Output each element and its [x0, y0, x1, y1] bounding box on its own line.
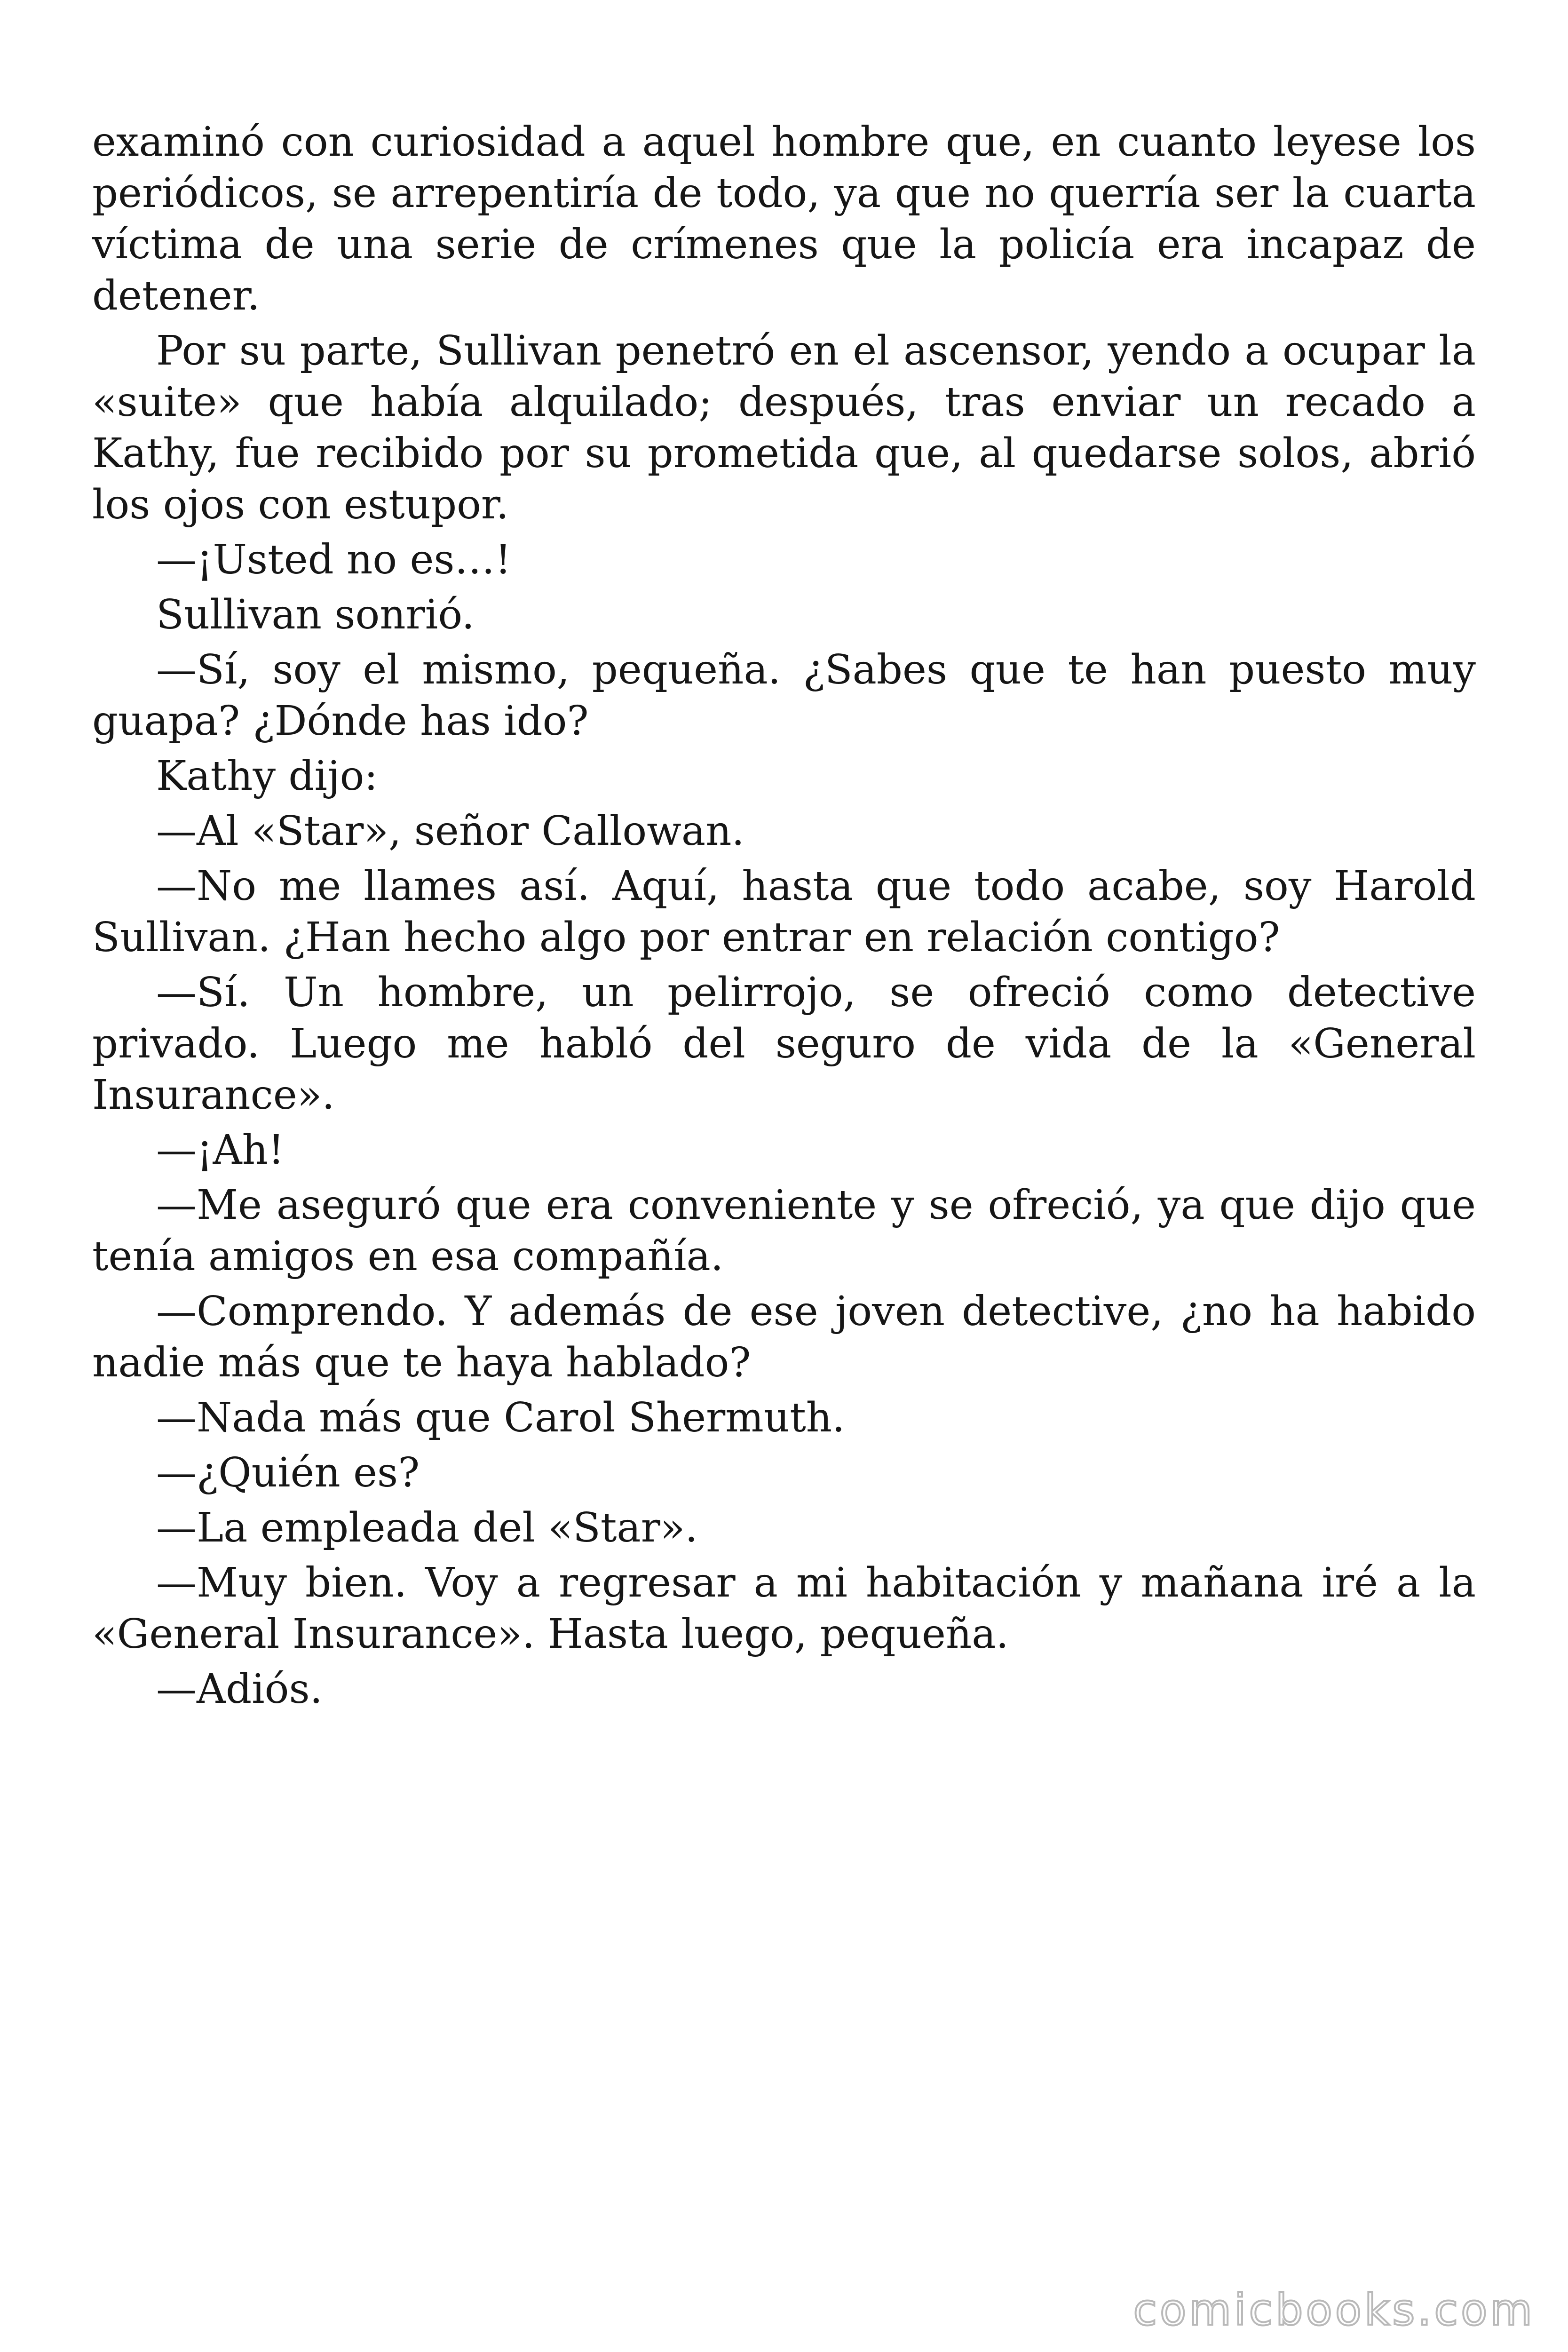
paragraph: —Sí, soy el mismo, pequeña. ¿Sabes que te han puesto muy guapa? ¿Dónde has ido? — [92, 646, 1476, 745]
paragraph: —¿Quién es? — [156, 1449, 420, 1496]
paragraph: —Muy bien. Voy a regresar a mi habitación y mañana iré a la «General Insurance». Hasta luego, pequeña. — [92, 1559, 1476, 1658]
paragraph: —¡Ah! — [156, 1127, 285, 1174]
paragraph: —Sí. Un hombre, un pelirrojo, se ofreció como detective privado. Luego me habló del seguro de vida de la «General Insurance». — [92, 969, 1476, 1119]
paragraph: —Me aseguró que era conveniente y se ofreció, ya que dijo que tenía amigos en esa compañía. — [92, 1182, 1476, 1280]
paragraph: Kathy dijo: — [156, 753, 378, 800]
watermark: comicbooks.com — [1133, 2285, 1535, 2335]
paragraph: —¡Usted no es…! — [156, 536, 512, 583]
paragraph: —No me llames así. Aquí, hasta que todo acabe, soy Harold Sullivan. ¿Han hecho algo por entrar en relación contigo? — [92, 863, 1476, 961]
paragraph: Sullivan sonrió. — [156, 591, 475, 638]
paragraph: —Comprendo. Y además de ese joven detective, ¿no ha habido nadie más que te haya hablado? — [92, 1288, 1476, 1386]
paragraph: examinó con curiosidad a aquel hombre que, en cuanto leyese los periódicos, se arrepentiría de todo, ya que no querría ser la cuarta víctima de una serie de crímenes que la policía era incapaz de detener. — [92, 119, 1476, 319]
paragraph: Por su parte, Sullivan penetró en el ascensor, yendo a ocupar la «suite» que había alquilado; después, tras enviar un recado a Kathy, fue recibido por su prometida que, al quedarse solos, abrió los ojos con estupor. — [92, 327, 1476, 528]
paragraph: —La empleada del «Star». — [156, 1504, 698, 1551]
paragraph: —Adiós. — [156, 1666, 323, 1713]
paragraph: —Nada más que Carol Shermuth. — [156, 1394, 845, 1441]
book-page-text — [92, 117, 1476, 1719]
paragraph: —Al «Star», señor Callowan. — [156, 808, 744, 855]
